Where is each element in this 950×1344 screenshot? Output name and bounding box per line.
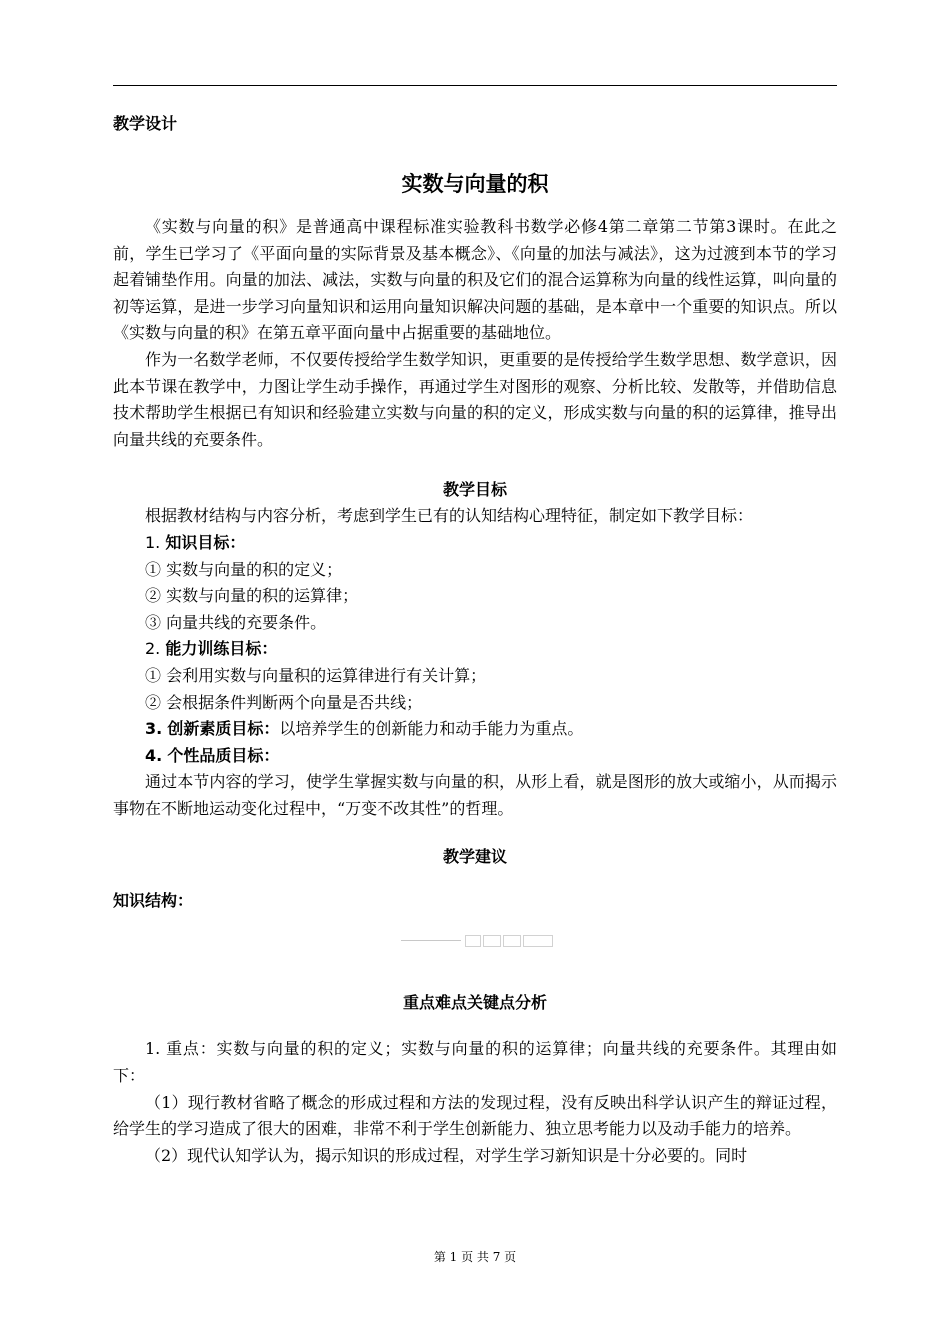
- list-item: ② 实数与向量的积的运算律；: [145, 586, 359, 606]
- header-label: 教学设计: [113, 114, 178, 133]
- page-content: [113, 108, 837, 1169]
- diagram-node: [465, 935, 481, 947]
- analysis-paragraph: （1）现行教材省略了概念的形成过程和方法的发现过程，没有反映出科学认识产生的辩证过程，给学生的学习造成了很大的困难，非常不利于学生创新能力、独立思考能力以及动手能力的培养。: [113, 1092, 837, 1139]
- knowledge-structure-diagram: [113, 914, 837, 970]
- diagram-node: [483, 935, 501, 947]
- analysis-heading: 重点难点关键点分析: [402, 993, 547, 1013]
- diagram-connector: [401, 940, 461, 941]
- intro-paragraph: 《实数与向量的积》是普通高中课程标准实验教科书数学必修4第二章第二节第3课时。在此之前，学生已学习了《平面向量的实际背景及基本概念》、《向量的加法与减法》，这为过渡到本节的学习起着铺垫作用。向量的加法、减法，实数与向量的积及它们的混合运算称为向量的线性运算，叫向量的初等运算，是进一步学习向量知识和运用向量知识解决问题的基础，是本章中一个重要的知识点。所以《实数与向量的积》在第五章平面向量中占据重要的基础地位。: [113, 217, 837, 343]
- character-goal-label: 个性品质目标：: [167, 745, 280, 765]
- innovation-goal-num: 3.: [145, 719, 163, 739]
- innovation-goal-label: 创新素质目标：: [167, 719, 280, 739]
- list-item: ② 会根据条件判断两个向量是否共线；: [145, 692, 423, 712]
- header-rule: [113, 85, 837, 86]
- character-goal-num: 4.: [145, 745, 163, 765]
- suggestions-heading: 教学建议: [442, 847, 507, 867]
- ability-goal-heading: [113, 636, 837, 663]
- innovation-goal: [113, 716, 837, 743]
- ability-goal-num: 2.: [145, 639, 161, 659]
- diagram-node: [523, 935, 553, 947]
- character-goal-heading: [113, 743, 837, 770]
- goals-heading: 教学目标: [442, 480, 507, 500]
- knowledge-goal-num: 1.: [145, 532, 161, 552]
- page-title: 实数与向量的积: [401, 172, 549, 196]
- analysis-paragraph: （2）现代认知学认为，揭示知识的形成过程，对学生学习新知识是十分必要的。同时: [145, 1145, 748, 1165]
- list-item: ① 实数与向量的积的定义；: [145, 559, 343, 579]
- list-item: ① 会利用实数与向量积的运算律进行有关计算；: [145, 665, 487, 685]
- intro-paragraph: 作为一名数学老师，不仅要传授给学生数学知识，更重要的是传授给学生数学思想、数学意识，因此本节课在教学中，力图让学生动手操作，再通过学生对图形的观察、分析比较、发散等，并借助信息技术帮助学生根据已有知识和经验建立实数与向量的积的定义，形成实数与向量的积的运算律，推导出向量共线的充要条件。: [113, 349, 837, 449]
- goals-intro: 根据教材结构与内容分析，考虑到学生已有的认知结构心理特征，制定如下教学目标：: [145, 506, 754, 526]
- analysis-paragraph: 1. 重点：实数与向量的积的定义；实数与向量的积的运算律；向量共线的充要条件。其理由如下：: [113, 1039, 837, 1086]
- knowledge-goal-heading: [113, 530, 837, 557]
- ability-goal-label: 能力训练目标：: [165, 639, 278, 659]
- knowledge-goal-label: 知识目标：: [165, 532, 246, 552]
- page-footer: 第 1 页 共 7 页: [433, 1250, 517, 1264]
- diagram-node: [503, 935, 521, 947]
- innovation-goal-text: 以培养学生的创新能力和动手能力为重点。: [279, 719, 584, 739]
- knowledge-structure-label: 知识结构：: [113, 891, 194, 911]
- character-goal-text: 通过本节内容的学习，使学生掌握实数与向量的积，从形上看，就是图形的放大或缩小，从而揭示事物在不断地运动变化过程中，“万变不改其性”的哲理。: [113, 772, 837, 818]
- list-item: ③ 向量共线的充要条件。: [145, 612, 327, 632]
